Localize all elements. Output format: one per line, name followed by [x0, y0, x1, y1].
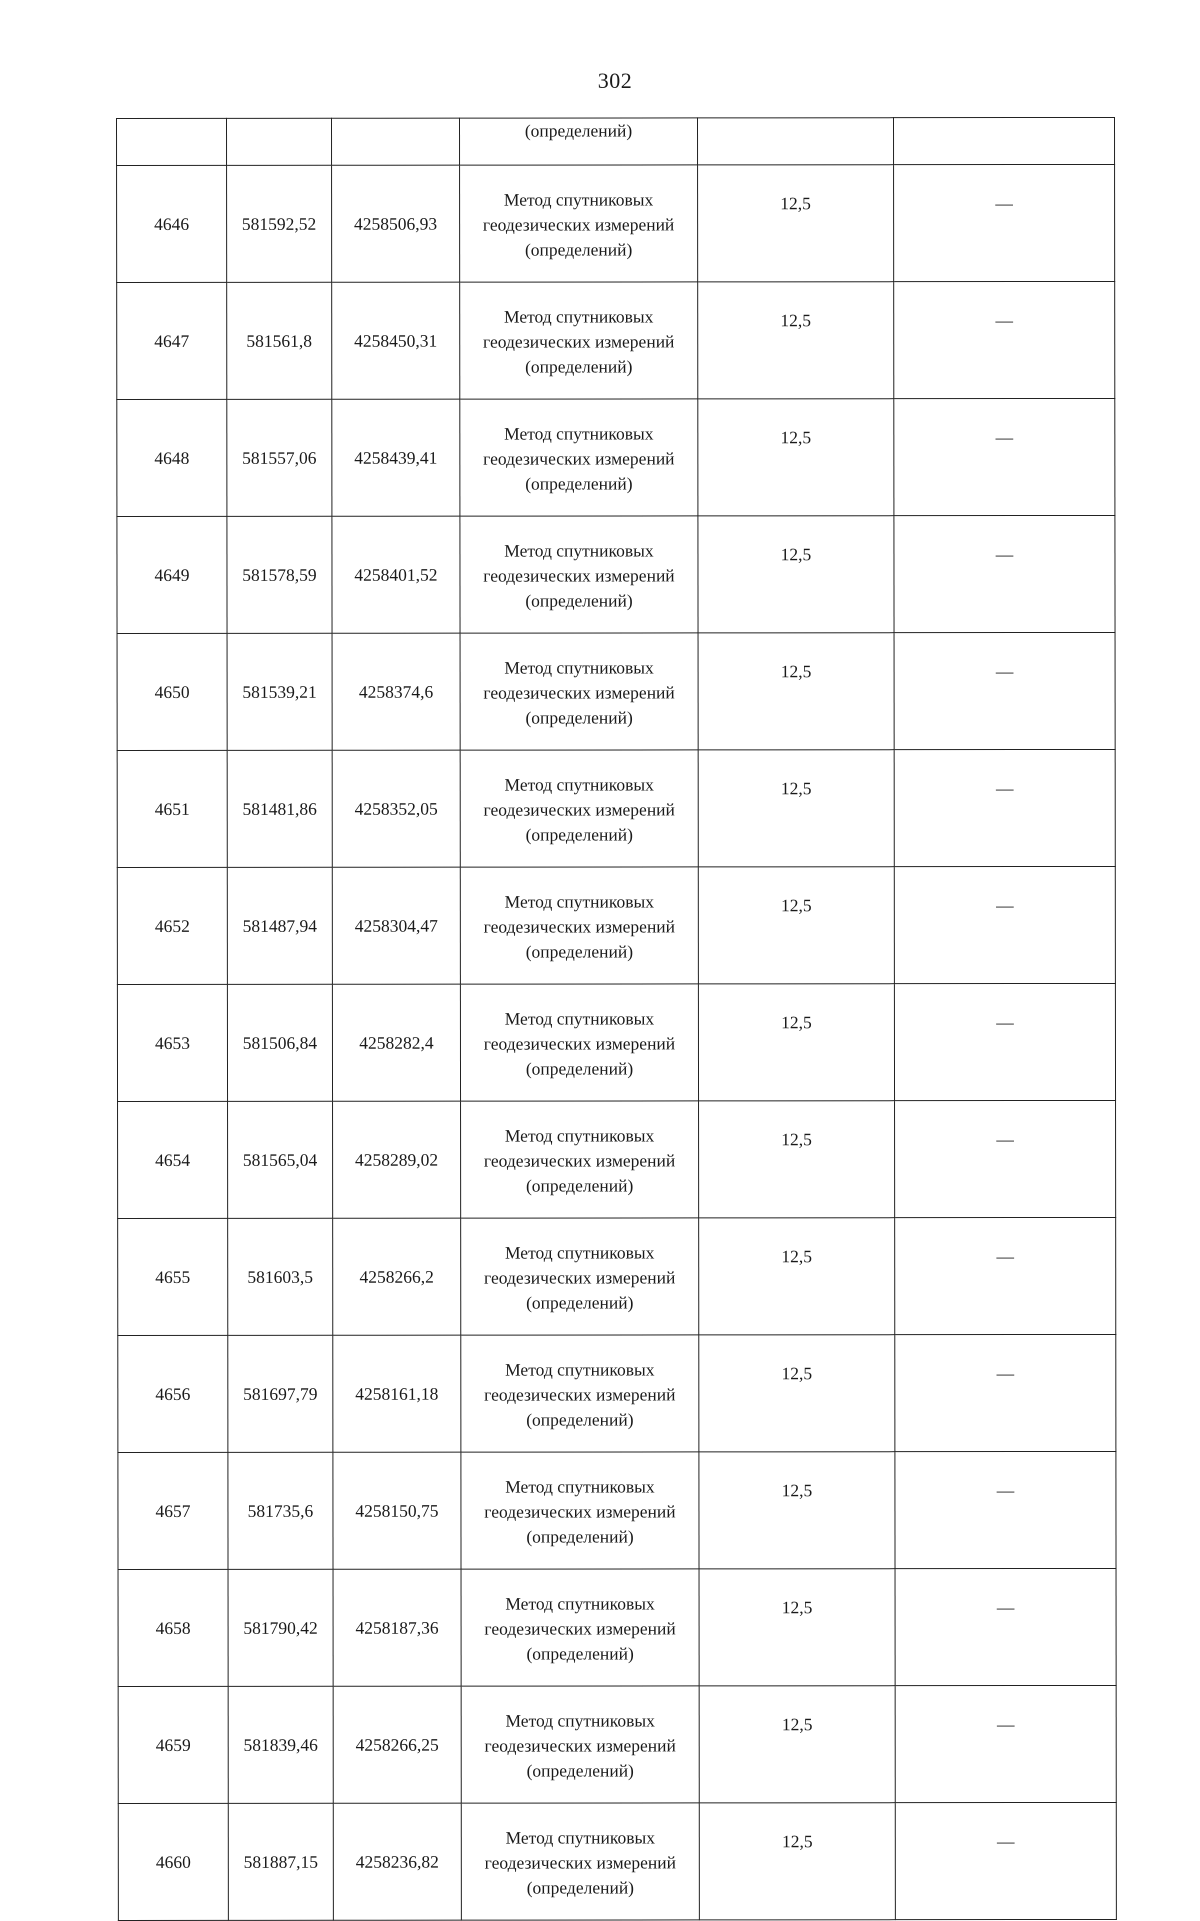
note-cell: —: [894, 281, 1115, 398]
point-number-cell: 4655: [118, 1218, 228, 1335]
accuracy-cell: 12,5: [698, 516, 894, 633]
note-cell: —: [894, 866, 1115, 983]
accuracy-cell-empty: [698, 118, 894, 165]
method-line: (определений): [526, 1525, 634, 1547]
table-row: [118, 1802, 1116, 1920]
accuracy-cell: 12,5: [699, 1686, 895, 1803]
method-line: геодезических измерений: [484, 1617, 676, 1639]
accuracy-cell: 12,5: [698, 282, 894, 399]
y-coordinate-cell: 4258506,93: [332, 165, 460, 282]
note-cell: —: [895, 1568, 1116, 1685]
method-line: геодезических измерений: [483, 330, 675, 352]
method-line: (определений): [525, 1174, 634, 1196]
x-cell-empty: [227, 118, 332, 165]
table-body: [117, 117, 1117, 1920]
method-line: (определений): [525, 706, 633, 728]
y-coordinate-cell: 4258304,47: [332, 867, 460, 984]
y-coordinate-cell: 4258282,4: [332, 984, 460, 1101]
method-line: Метод спутниковых: [504, 1241, 655, 1263]
accuracy-cell: 12,5: [699, 1569, 895, 1686]
x-coordinate-cell: 581592,52: [227, 165, 332, 282]
accuracy-cell: 12,5: [698, 750, 894, 867]
note-cell: —: [894, 515, 1115, 632]
x-coordinate-cell: 581790,42: [228, 1569, 333, 1686]
x-coordinate-cell: 581506,84: [227, 984, 332, 1101]
accuracy-cell: 12,5: [698, 399, 894, 516]
method-line: (определений): [525, 823, 633, 845]
method-continuation-cell: (определений): [460, 118, 698, 165]
method-line: Метод спутниковых: [504, 1124, 655, 1146]
note-cell: —: [895, 1802, 1116, 1919]
method-line: геодезических измерений: [483, 564, 675, 586]
x-coordinate-cell: 581561,8: [227, 282, 332, 399]
note-cell: —: [894, 749, 1115, 866]
method-line: (определений): [524, 238, 633, 260]
method-line: Метод спутниковых: [503, 188, 654, 210]
method-line: геодезических измерений: [482, 213, 675, 235]
y-coordinate-cell: 4258374,6: [332, 633, 460, 750]
method-line: Метод спутниковых: [504, 539, 654, 561]
accuracy-cell: 12,5: [698, 165, 894, 282]
table-row: [118, 1568, 1116, 1686]
method-cell: [460, 516, 698, 633]
method-line: (определений): [526, 1642, 634, 1664]
table-row: [117, 281, 1115, 399]
point-number-cell: 4660: [118, 1803, 228, 1920]
page-number: 302: [597, 68, 633, 93]
point-number-cell: 4649: [117, 516, 227, 633]
method-cell: [461, 1452, 699, 1569]
y-coordinate-cell: 4258266,2: [333, 1218, 461, 1335]
note-cell: —: [894, 632, 1115, 749]
y-cell-empty: [332, 118, 460, 165]
table-row: [117, 866, 1115, 984]
method-cell: [460, 633, 698, 750]
point-number-cell: 4651: [117, 750, 227, 867]
accuracy-cell: 12,5: [699, 1452, 895, 1569]
point-number-cell: 4653: [117, 984, 227, 1101]
method-cell: [461, 1686, 699, 1803]
method-line: (определений): [526, 1408, 634, 1430]
y-coordinate-cell: 4258187,36: [333, 1569, 461, 1686]
x-coordinate-cell: 581557,06: [227, 399, 332, 516]
y-coordinate-cell: 4258401,52: [332, 516, 460, 633]
table-row: [117, 515, 1115, 633]
method-cell: [461, 1218, 699, 1335]
point-number-cell: 4658: [118, 1569, 228, 1686]
method-line: Метод спутниковых: [503, 305, 654, 327]
method-line: геодезических измерений: [484, 1500, 676, 1522]
method-line: Метод спутниковых: [505, 1709, 655, 1731]
method-line: Метод спутниковых: [505, 1475, 655, 1497]
y-coordinate-cell: 4258266,25: [333, 1686, 461, 1803]
point-number-cell: 4652: [117, 867, 227, 984]
method-line: (определений): [525, 940, 634, 962]
method-cell: [460, 165, 698, 282]
table-row: [118, 1100, 1116, 1218]
table-row: [118, 1451, 1116, 1569]
method-line: (определений): [526, 1876, 635, 1898]
note-cell: —: [894, 983, 1115, 1100]
point-number-cell: 4659: [118, 1686, 228, 1803]
method-cell: [461, 1569, 699, 1686]
method-line: (определений): [525, 472, 633, 494]
method-cell: [460, 399, 698, 516]
method-cell: [461, 1803, 699, 1920]
x-coordinate-cell: 581487,94: [227, 867, 332, 984]
point-number-cell: 4650: [117, 633, 227, 750]
y-coordinate-cell: 4258161,18: [333, 1335, 461, 1452]
accuracy-cell: 12,5: [699, 1803, 895, 1920]
table-row: [117, 164, 1115, 282]
method-cell: [460, 984, 698, 1101]
accuracy-cell: 12,5: [699, 1218, 895, 1335]
table-row: [118, 1685, 1116, 1803]
method-cell: [460, 282, 698, 399]
accuracy-cell: 12,5: [698, 984, 894, 1101]
method-line: (определений): [526, 1759, 634, 1781]
x-coordinate-cell: 581578,59: [227, 516, 332, 633]
x-coordinate-cell: 581603,5: [228, 1218, 333, 1335]
method-line: Метод спутниковых: [505, 1592, 655, 1614]
point-number-cell: 4646: [117, 165, 227, 282]
note-cell: —: [895, 1217, 1116, 1334]
x-coordinate-cell: 581697,79: [228, 1335, 333, 1452]
method-cell: [460, 750, 698, 867]
method-line: Метод спутниковых: [504, 773, 654, 795]
method-line: (определений): [525, 355, 633, 377]
y-coordinate-cell: 4258352,05: [332, 750, 460, 867]
method-line: геодезических измерений: [484, 1383, 676, 1405]
method-cell: [460, 867, 698, 984]
coordinates-table: [116, 117, 1117, 1921]
method-cell: [461, 1101, 699, 1218]
method-line: Метод спутниковых: [504, 890, 655, 912]
point-number-cell: 4656: [118, 1335, 228, 1452]
note-cell: —: [895, 1685, 1116, 1802]
method-line: геодезических измерений: [483, 681, 675, 703]
point-number-cell: 4657: [118, 1452, 228, 1569]
x-coordinate-cell: 581735,6: [228, 1452, 333, 1569]
method-line: Метод спутниковых: [504, 1007, 655, 1029]
table-row: [118, 1217, 1116, 1335]
note-cell: —: [895, 1334, 1116, 1451]
accuracy-cell: 12,5: [699, 1101, 895, 1218]
y-coordinate-cell: 4258236,82: [333, 1803, 461, 1920]
method-line: геодезических измерений: [483, 1032, 676, 1054]
note-cell-empty: [894, 117, 1115, 164]
method-line: геодезических измерений: [483, 798, 675, 820]
continuation-row: [117, 117, 1115, 165]
y-coordinate-cell: 4258450,31: [332, 282, 460, 399]
note-cell: —: [894, 398, 1115, 515]
point-cell-empty: [117, 118, 227, 165]
note-cell: —: [894, 164, 1115, 281]
method-line: Метод спутниковых: [504, 656, 654, 678]
table-row: [117, 983, 1115, 1101]
method-line: Метод спутниковых: [505, 1826, 656, 1848]
method-line: геодезических измерений: [484, 1266, 676, 1288]
point-number-cell: 4647: [117, 282, 227, 399]
point-number-cell: 4648: [117, 399, 227, 516]
method-line: геодезических измерений: [484, 1734, 676, 1756]
method-line: геодезических измерений: [483, 915, 676, 937]
y-coordinate-cell: 4258150,75: [333, 1452, 461, 1569]
method-line: (определений): [525, 589, 633, 611]
method-line: Метод спутниковых: [504, 422, 654, 444]
method-line: (определений): [526, 1291, 634, 1313]
x-coordinate-cell: 581839,46: [228, 1686, 333, 1803]
x-coordinate-cell: 581481,86: [227, 750, 332, 867]
x-coordinate-cell: 581565,04: [228, 1101, 333, 1218]
method-line: (определений): [525, 1057, 634, 1079]
accuracy-cell: 12,5: [698, 867, 894, 984]
method-cell: [461, 1335, 699, 1452]
x-coordinate-cell: 581887,15: [228, 1803, 333, 1920]
method-line: Метод спутниковых: [505, 1358, 655, 1380]
y-coordinate-cell: 4258439,41: [332, 399, 460, 516]
x-coordinate-cell: 581539,21: [227, 633, 332, 750]
method-line: геодезических измерений: [483, 447, 675, 469]
accuracy-cell: 12,5: [698, 633, 894, 750]
table-row: [117, 398, 1115, 516]
method-line: геодезических измерений: [484, 1851, 677, 1873]
table-row: [117, 632, 1115, 750]
note-cell: —: [895, 1100, 1116, 1217]
accuracy-cell: 12,5: [699, 1335, 895, 1452]
point-number-cell: 4654: [118, 1101, 228, 1218]
method-line: геодезических измерений: [483, 1149, 676, 1171]
note-cell: —: [895, 1451, 1116, 1568]
y-coordinate-cell: 4258289,02: [333, 1101, 461, 1218]
table-row: [117, 749, 1115, 867]
table-row: [118, 1334, 1116, 1452]
